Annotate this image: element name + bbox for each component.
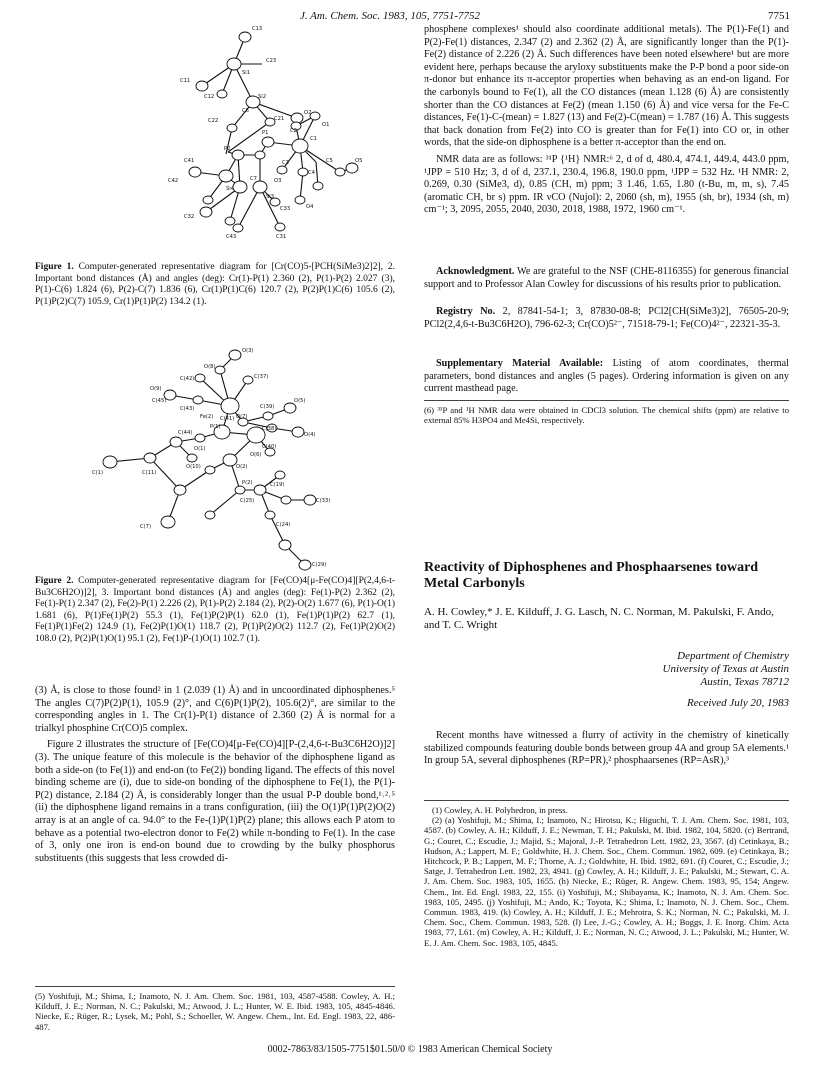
atom-label: Si3: [266, 194, 275, 200]
article-authors: A. H. Cowley,* J. E. Kilduff, J. G. Lasch, N. C. Norman, M. Pakulski, F. Ando, and T. C. Wright: [424, 606, 774, 631]
atom-label: O(1): [194, 446, 206, 452]
atom-label: C(37): [254, 374, 269, 380]
atom-label: C(1): [92, 470, 103, 476]
atom-label: C22: [208, 118, 219, 124]
atom-label: C21: [274, 116, 285, 122]
atom-label: C43: [226, 234, 237, 240]
atom-label: C(33): [316, 498, 331, 504]
caption-lead: Figure 2.: [35, 576, 74, 586]
paragraph: phosphene complexes¹ should also coordinate additional metals). The P(1)-Fe(1) and P(2)-Fe(1) distances, 2.347 (2) and 2.362 (2) Å, are significantly longer than the P(1)-Fe(2) distance of 2.226 (2) Å. Such differences have been noted elsewhere¹ but are more evident here, perhaps because the aryloxy substituents make the P-P bond a poor side-on π-donor but enhance its π-acceptor properties when behaving as an end-on ligand. For the carbonyls bound to Fe(1), all the CO distances (mean 1.128 (6) Å) are consistently shorter than the CO distances at Fe(2) (mean 1.150 (6) Å) and vice versa for the Fe-C distances, Fe(1)-C-(mean) = 1.827 (13) and Fe(2)-C(mean) = 1.787 (16) Å. This suggests that back donation from Fe(2) into CO is greater than for Fe(1) into CO or, in other words, that the side-on diphosphene is a better π-acceptor than the end on.: [424, 24, 789, 149]
atom-label: C(19): [270, 482, 285, 488]
atom-label: C(11): [142, 470, 157, 476]
atom-label: C2: [290, 128, 297, 134]
affiliation: [424, 650, 789, 710]
left-body-text: [35, 685, 395, 869]
atom-label: C(29): [312, 562, 327, 568]
atom-label: C(41): [220, 416, 235, 422]
atom-label: C5: [326, 158, 333, 164]
atom-label: O4: [306, 204, 314, 210]
atom-label: Fe(2): [200, 414, 214, 420]
atom-label: C(38): [262, 426, 277, 432]
ack-text: We are grateful to the NSF (CHE-8116355) for generous financial support and to Professor Alan Cowley for discussions of his results prior to publication.: [424, 266, 789, 290]
footnote-2: (2) (a) Yoshifuji, M.; Shima, I.; Inamoto, N.; Hirotsu, K.; Higuchi, T. J. Am. Chem. Soc. 1981, 103, 4587. (b) Cowley, A. H.; Kilduff, J. E.; Newman, T. H.; Pakulski, M. Ibid. 1982, 104, 5820. (c) Bertrand, G.; Couret, C.; Escudie, J.; Majid, S.; Majoral, J.-P. Tetrahedron Lett. 1982, 23, 3567. (d) Cetinkaya, B.; Hudson, A.; Lappert, M. F.; Goldwhite, H. J. Chem. Soc., Chem. Commun. 1982, 609. (e) Cetinkaya, B.; Hitchcock, P. B.; Lappert, M. F.; Thorne, A. J.; Goldwhite, H. Ibid. 1982, 691. (f) Couret, C.; Escudie, J.; Satge, J. Tetrahedron Lett. 1982, 23, 4941. (g) Cowley, A. H.; Kilduff, J. E.; Pakulski, M.; Stewart, C. A. J. Am. Chem. Soc. 1983, 105, 1655. (h) Niecke, E.; Rüger, R. Angew. Chem. 1983, 95, 154; Angew. Chem., Int. Ed. Engl. 1983, 22, 155. (i) Yoshifuji, M.; Shibayama, K.; Inamoto, N. J. Am. Chem. Soc. 1983, 105, 2495. (j) Yoshifuji, M.; Ando, K.; Toyota, K.; Shima, I.; Inamoto, N. J. Chem. Soc., Chem. Commun. 1983, 419. (k) Cowley, A. H.; Kilduff, J. E.; Mehrotra, S. K.; Norman, N. C.; Pakulski, M. J. Chem. Soc., Chem. Commun. 1983, 528. (l) Lee, J.-G.; Cowley, A. H.; Boggs, J. E. Inorg. Chim. Acta 1983, 77, L61. (m) Cowley, A. H.; Kilduff, J. E.; Norman, N. C.; Atwood, J. L.; Pakulski, M.; Hunter, W. E. J. Am. Chem. Soc. 1983, 105, 4845.: [424, 815, 789, 948]
atom-label: C(39): [260, 404, 275, 410]
atom-label: O(7): [236, 414, 248, 420]
footnote-1: (1) Cowley, A. H. Polyhedron, in press.: [432, 805, 568, 815]
supp-text: Listing of atom coordinates, thermal parameters, bond distances and angles (5 pages). Ordering information is given on any current masthead page.: [424, 358, 790, 395]
atom-label: C(7): [140, 524, 151, 530]
ack-head: Acknowledgment.: [436, 266, 515, 277]
atom-label: O2: [304, 110, 312, 116]
page-footer: 0002-7863/83/1505-7751$01.50/0 © 1983 American Chemical Society: [267, 1044, 553, 1055]
atom-label: C41: [184, 158, 195, 164]
atom-label: C11: [180, 78, 191, 84]
atom-label: C33: [280, 206, 291, 212]
acknowledgment: [424, 266, 789, 295]
page-number: 7751: [768, 10, 790, 22]
atom-label: Si1: [242, 70, 251, 76]
department: Department of Chemistry: [677, 650, 789, 662]
footnote-5: (5) Yoshifuji, M.; Shima, I.; Inamoto, N. J. Am. Chem. Soc. 1981, 103, 4587-4588. Cowley, A. H.; Kilduff, J. E.; Norman, N. C.; Pakulski, M.; Atwood, J. L.; Hunter, W. E. Ibid. 1983, 105, 4845-4846. Niecke, E.; Rüger, R.; Lysek, M.; Pohl, S.; Schoeller, W. Angew. Chem., Int. Ed. Engl. 1983, 22, 486-487.: [35, 991, 395, 1032]
atom-label: O(5): [294, 398, 306, 404]
atom-label: O(6): [250, 452, 262, 458]
figure-2-diagram: [80, 340, 380, 576]
figure-2-caption: [35, 576, 395, 646]
footnote-6: (6) ³¹P and ¹H NMR data were obtained in CDCl3 solution. The chemical shifts (ppm) are relative to external 85% H3PO4 and Me4Si, respectively.: [424, 405, 789, 426]
atom-label: Si2: [258, 94, 267, 100]
supp-head: Supplementary Material Available:: [436, 358, 604, 369]
right-body-text: [424, 24, 789, 221]
running-header: J. Am. Chem. Soc. 1983, 105, 7751-7752: [300, 10, 481, 22]
atom-label: Si4: [226, 186, 235, 192]
atom-label: O(10): [186, 464, 201, 470]
atom-label: C(24): [276, 522, 291, 528]
atom-label: C42: [168, 178, 179, 184]
atom-label: O1: [322, 122, 330, 128]
article-body: [424, 730, 789, 772]
right-footnotes: [424, 800, 789, 948]
left-footnote: [35, 986, 395, 1032]
atom-label: C3: [282, 160, 289, 166]
registry: [424, 306, 789, 335]
caption-lead: Figure 1.: [35, 262, 74, 272]
atom-label: C23: [266, 58, 277, 64]
atom-label: P2: [224, 146, 231, 152]
atom-label: C(42): [180, 376, 195, 382]
caption-text: Computer-generated representative diagram for [Fe(CO)4[μ-Fe(CO)4][P(2,4,6-t-Bu3C6H2O)]2], 3. Important bond distances (Å) and angles (deg): Fe(1)-P(2) 2.362 (2), Fe(1)-P(1) 2.347 (2), Fe(2)-P(1) 2.226 (2), P(1)-P(2) 2.184 (2), P(2)-O(2) 1.677 (6), P(1)-O(1) 1.681 (6), P(1)Fe(1)P(2) 55.3 (1), Fe(1)P(2)P(1) 62.0 (1), Fe(1)P(1)P(2) 62.7 (1), Fe(1)P(1)Fe(2) 124.9 (1), Fe(2)P(1)O(1) 118.7 (2), P(1)P(2)O(2) 112.7 (2), Fe(1)P(2)O(2) 108.0 (2), P(2)P(1)O(1) 95.1 (2), Fe(1)P-(1)O(1) 102.7 (1).: [35, 576, 395, 644]
atom-label: C(40): [262, 444, 277, 450]
atom-label: C12: [204, 94, 215, 100]
caption-text: Computer-generated representative diagram for [Cr(CO)5-[PCH(SiMe3)2]2], 2. Important bond distances (Å) and angles (deg): Cr(1)-P(1) 2.360 (2), P(1)-P(2) 2.027 (3), P(1)-C(6) 1.824 (6), P(2)-C(7) 1.836 (6), Cr(1)P(1)C(6) 120.7 (2), P(2)P(1)C(6) 105.6 (2), P(1)P(2)C(7) 105.9, Cr(1)P(1)P(2) 134.2 (1).: [35, 262, 395, 307]
received-date: Received July 20, 1983: [686, 697, 789, 709]
article-title: Reactivity of Diphosphenes and Phosphaarsenes toward Metal Carbonyls: [424, 560, 759, 591]
paragraph: Figure 2 illustrates the structure of [Fe(CO)4[μ-Fe(CO)4][P-(2,4,6-t-Bu3C6H2O)]2] (3). The unique feature of this molecule is the behavior of the diphosphene ligand as both a side-on (to Fe(1)) and end-on (to Fe(2)) bonding ligand. The effects of this novel binding scheme are (i), due to side-on bonding of the diphosphene to Fe(1), the P(1)-P(2) distance, 2.184 (2) Å, is considerably longer than the usual P-P double bond,¹˒²˒⁵ (ii) the diphosphene ligand remains in a trans configuration, (iii) the O(1)P(1)P(2)O(2) array is at an angle of ca. 94.0° to the Fe-(1)P(1)P(2) plane; this allows each P atom to behave as a potential two-electron donor to Fe(2) while π-bonding to Fe(1). In the case of 3, only one iron is end-on bound due to crowding by the bulky phosphorus substituents (this suggests that less crowded di-: [35, 739, 395, 864]
atom-label: C(43): [180, 406, 195, 412]
atom-label: C7: [250, 176, 257, 182]
atom-label: C31: [276, 234, 287, 240]
atom-label: P1: [262, 130, 269, 136]
paragraph: (3) Å, is close to those found² in 1 (2.039 (1) Å) and in uncoordinated diphosphenes.⁵ The angles C(7)P(2)P(1), 105.9 (2)°, and C(6)P(1)P(2), 105.6(2)°, are similar to the corresponding angles in 1. The Cr(1)-P(1) distance of 2.360 (2) Å is normal for a trialkyl phosphine Cr(CO)5 complex.: [35, 685, 395, 734]
atom-label: O(9): [150, 386, 162, 392]
atom-label: C(25): [240, 498, 255, 504]
registry-head: Registry No.: [436, 306, 496, 317]
atom-label: O5: [355, 158, 363, 164]
atom-label: O(8): [204, 364, 216, 370]
paragraph: NMR data are as follows: ³¹P {¹H} NMR:⁶ 2, d of d, 480.4, 474.1, 449.4, 443.0 ppm, ¹JPP = 510 Hz; 3, d of d, 237.1, 230.4, 196.8, 190.0 ppm, ¹JPP = 532 Hz. ¹H NMR: 2, 0.269, 0.30 (SiMe3, d), 0.85 (CH, m) ppm; 3 1.46, 1.65, 1.80 (t-Bu, m, m, s), 7.45 (aromatic CH, br s) ppm. IR νCO (Nujol): 2, 2060 (sh, m), 1955 (sh, br), 1934 (sh, m) cm⁻¹; 3, 2095, 2055, 2040, 2030, 2018, 1988, 1972, 1960 cm⁻¹.: [424, 153, 789, 216]
atom-label: C13: [252, 26, 263, 32]
atom-label: P(2): [242, 480, 253, 486]
atom-label: P(1): [210, 424, 221, 430]
atom-label: C(44): [178, 430, 193, 436]
supplementary: [424, 358, 789, 400]
atom-label: O3: [274, 178, 282, 184]
university: University of Texas at Austin: [662, 663, 789, 675]
atom-label: C6: [242, 108, 249, 114]
atom-label: C32: [184, 214, 195, 220]
registry-text: 2, 87841-54-1; 3, 87830-08-8; PCl2[CH(SiMe3)2], 76505-20-9; PCl2(2,4,6-t-Bu3C6H2O), 796-62-3; Cr(CO)5²⁻, 71518-79-1; Fe(CO)4²⁻, 22321-35-3.: [424, 306, 790, 330]
atom-label: C1: [310, 136, 317, 142]
figure-1-caption: [35, 262, 395, 308]
atom-label: O(4): [304, 432, 316, 438]
atom-label: O(3): [242, 348, 254, 354]
atom-label: O(2): [236, 464, 248, 470]
atom-label: C(45): [152, 398, 167, 404]
city: Austin, Texas 78712: [700, 676, 789, 688]
atom-label: C4: [308, 170, 315, 176]
paragraph: Recent months have witnessed a flurry of activity in the chemistry of kinetically stabilized compounds featuring double bonds between group 4A and group 5A elements.¹ In group 5A, several diphosphenes (RP=PR),² phosphaarsenes (RP=AsR),³: [424, 730, 789, 767]
figure-1-diagram: [150, 22, 400, 262]
footnote-6-block: [424, 400, 789, 425]
